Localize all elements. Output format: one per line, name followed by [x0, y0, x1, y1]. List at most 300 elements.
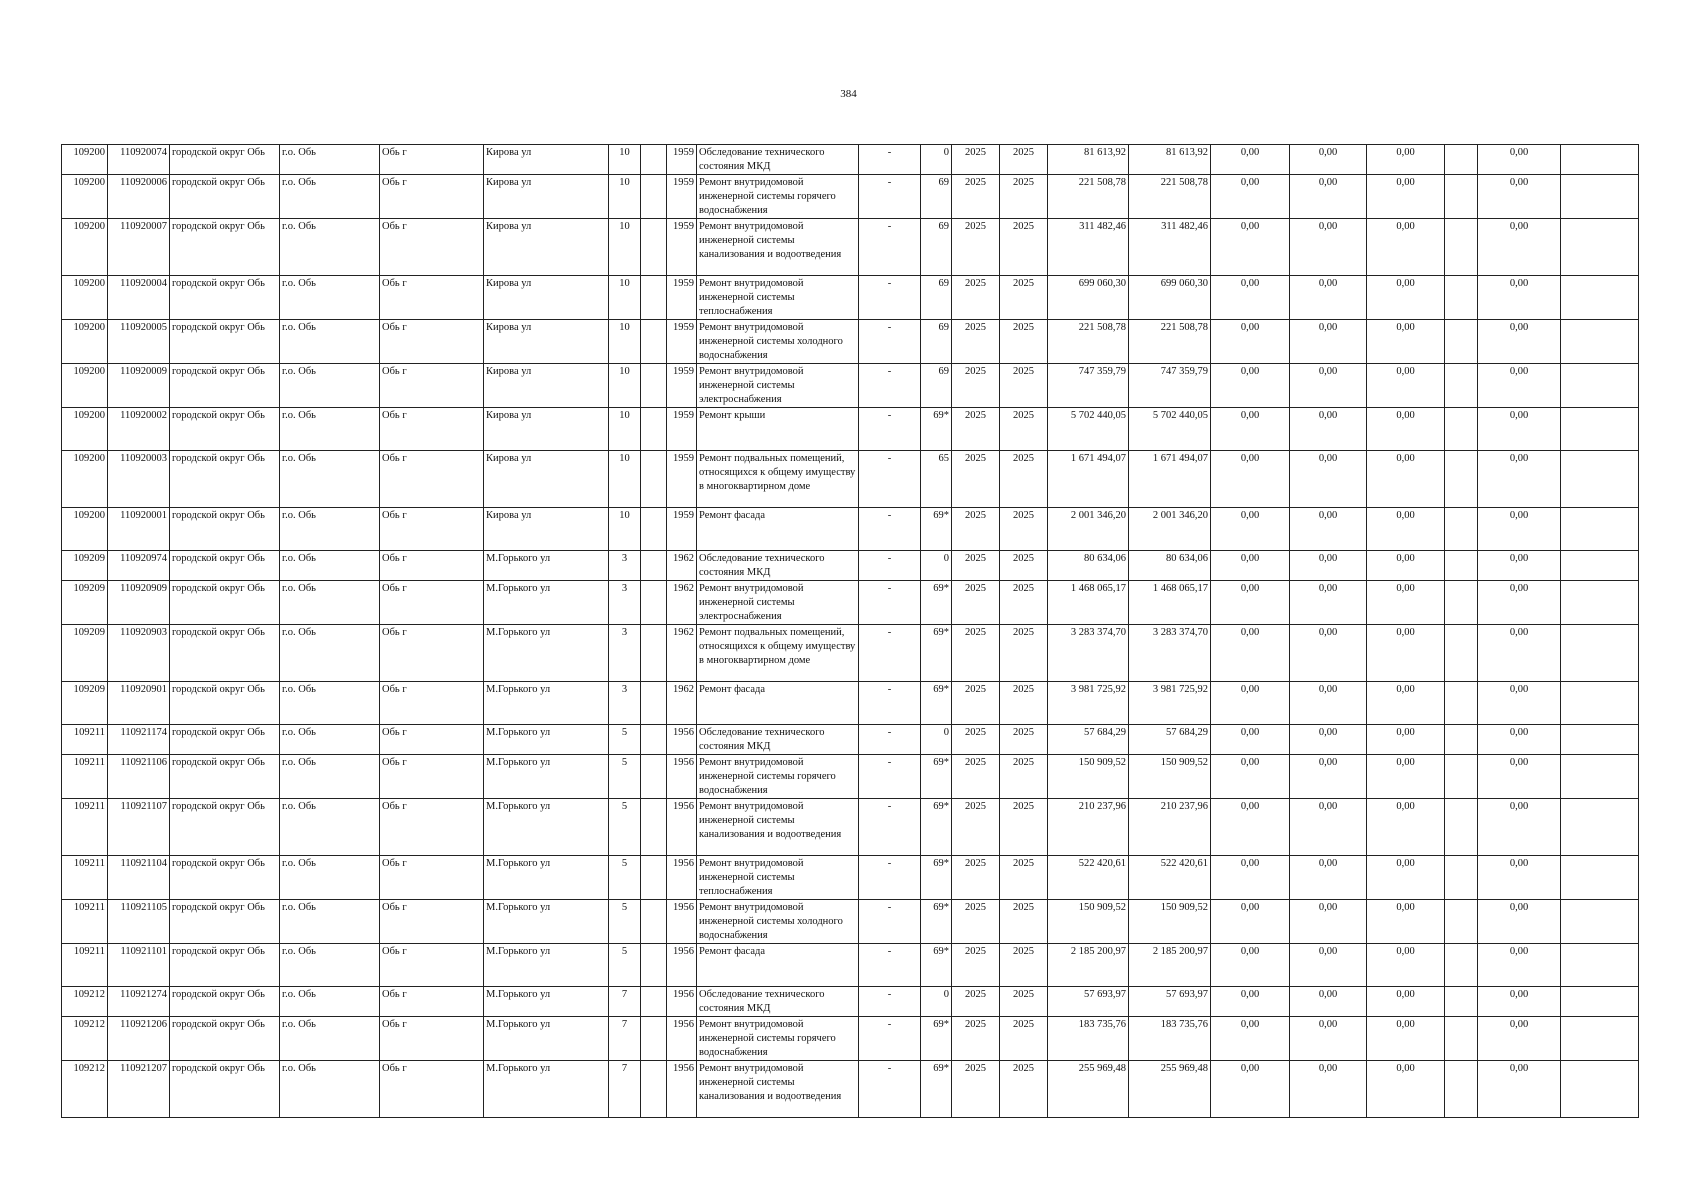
build-year-cell: 1959: [667, 508, 697, 551]
street-cell: М.Горького ул: [484, 581, 609, 625]
row-id-cell: 109200: [62, 451, 108, 508]
source-1-cell: 0,00: [1211, 320, 1290, 364]
dash-cell-cell: -: [859, 276, 921, 320]
settlement-cell: Обь г: [380, 276, 484, 320]
source-3-cell: 0,00: [1367, 276, 1445, 320]
house-number-cell: 7: [609, 1061, 641, 1118]
source-4-cell: [1445, 320, 1478, 364]
dash-cell-cell: -: [859, 987, 921, 1017]
municipality-cell: городской округ Обь: [170, 276, 280, 320]
source-5-cell: 0,00: [1478, 276, 1561, 320]
municipality-cell: городской округ Обь: [170, 364, 280, 408]
source-1-cell: 0,00: [1211, 755, 1290, 799]
district-cell: г.о. Обь: [280, 551, 380, 581]
work-type-cell: Ремонт внутридомовой инженерной системы горячего водоснабжения: [697, 755, 859, 799]
settlement-cell: Обь г: [380, 408, 484, 451]
source-2-cell: 0,00: [1290, 856, 1367, 900]
fund-cost-cell: 2 185 200,97: [1129, 944, 1211, 987]
plan-year-end-cell: 2025: [1000, 755, 1048, 799]
municipality-cell: городской округ Обь: [170, 508, 280, 551]
plan-year-start-cell: 2025: [952, 364, 1000, 408]
source-6-cell: [1561, 625, 1639, 682]
dash-cell-cell: -: [859, 408, 921, 451]
table-row: [62, 755, 1639, 799]
source-4-cell: [1445, 408, 1478, 451]
fund-cost-cell: 522 420,61: [1129, 856, 1211, 900]
source-3-cell: 0,00: [1367, 944, 1445, 987]
row-id-cell: 109212: [62, 1017, 108, 1061]
work-type-cell: Ремонт внутридомовой инженерной системы электроснабжения: [697, 364, 859, 408]
plan-year-start-cell: 2025: [952, 944, 1000, 987]
fund-cost-cell: 210 237,96: [1129, 799, 1211, 856]
settlement-cell: Обь г: [380, 900, 484, 944]
source-3-cell: 0,00: [1367, 408, 1445, 451]
source-5-cell: 0,00: [1478, 408, 1561, 451]
plan-year-start-cell: 2025: [952, 900, 1000, 944]
source-5-cell: 0,00: [1478, 900, 1561, 944]
work-code-cell: 110921105: [108, 900, 170, 944]
total-cost-cell: 522 420,61: [1048, 856, 1129, 900]
source-6-cell: [1561, 799, 1639, 856]
settlement-cell: Обь г: [380, 364, 484, 408]
fund-cost-cell: 1 671 494,07: [1129, 451, 1211, 508]
total-cost-cell: 2 185 200,97: [1048, 944, 1129, 987]
source-6-cell: [1561, 145, 1639, 175]
work-type-cell: Ремонт внутридомовой инженерной системы холодного водоснабжения: [697, 900, 859, 944]
house-number-cell: 5: [609, 799, 641, 856]
street-cell: М.Горького ул: [484, 755, 609, 799]
table-row: [62, 276, 1639, 320]
street-cell: М.Горького ул: [484, 725, 609, 755]
build-year-cell: 1959: [667, 145, 697, 175]
source-1-cell: 0,00: [1211, 625, 1290, 682]
source-6-cell: [1561, 944, 1639, 987]
plan-year-start-cell: 2025: [952, 219, 1000, 276]
municipality-cell: городской округ Обь: [170, 551, 280, 581]
house-letter-cell: [641, 364, 667, 408]
municipality-cell: городской округ Обь: [170, 1061, 280, 1118]
municipality-cell: городской округ Обь: [170, 1017, 280, 1061]
source-1-cell: 0,00: [1211, 145, 1290, 175]
build-year-cell: 1956: [667, 755, 697, 799]
row-id-cell: 109209: [62, 682, 108, 725]
source-1-cell: 0,00: [1211, 1061, 1290, 1118]
district-cell: г.о. Обь: [280, 219, 380, 276]
source-1-cell: 0,00: [1211, 900, 1290, 944]
source-4-cell: [1445, 856, 1478, 900]
settlement-cell: Обь г: [380, 175, 484, 219]
work-code-cell: 110920901: [108, 682, 170, 725]
work-code-cell: 110921104: [108, 856, 170, 900]
work-code-cell: 110920002: [108, 408, 170, 451]
municipality-cell: городской округ Обь: [170, 987, 280, 1017]
row-id-cell: 109211: [62, 856, 108, 900]
plan-year-start-cell: 2025: [952, 581, 1000, 625]
municipality-cell: городской округ Обь: [170, 175, 280, 219]
wear-percent-cell: 69*: [921, 755, 952, 799]
settlement-cell: Обь г: [380, 145, 484, 175]
source-2-cell: 0,00: [1290, 551, 1367, 581]
municipality-cell: городской округ Обь: [170, 900, 280, 944]
plan-year-end-cell: 2025: [1000, 1061, 1048, 1118]
municipality-cell: городской округ Обь: [170, 408, 280, 451]
source-2-cell: 0,00: [1290, 1017, 1367, 1061]
work-code-cell: 110920003: [108, 451, 170, 508]
total-cost-cell: 2 001 346,20: [1048, 508, 1129, 551]
wear-percent-cell: 69*: [921, 900, 952, 944]
total-cost-cell: 3 981 725,92: [1048, 682, 1129, 725]
source-6-cell: [1561, 276, 1639, 320]
plan-year-start-cell: 2025: [952, 145, 1000, 175]
work-type-cell: Обследование технического состояния МКД: [697, 725, 859, 755]
total-cost-cell: 150 909,52: [1048, 755, 1129, 799]
wear-percent-cell: 69*: [921, 856, 952, 900]
house-letter-cell: [641, 1017, 667, 1061]
build-year-cell: 1956: [667, 856, 697, 900]
dash-cell-cell: -: [859, 625, 921, 682]
work-type-cell: Ремонт внутридомовой инженерной системы теплоснабжения: [697, 276, 859, 320]
source-3-cell: 0,00: [1367, 900, 1445, 944]
street-cell: Кирова ул: [484, 508, 609, 551]
district-cell: г.о. Обь: [280, 175, 380, 219]
table-row: [62, 944, 1639, 987]
district-cell: г.о. Обь: [280, 625, 380, 682]
wear-percent-cell: 69*: [921, 581, 952, 625]
total-cost-cell: 1 671 494,07: [1048, 451, 1129, 508]
source-5-cell: 0,00: [1478, 1061, 1561, 1118]
fund-cost-cell: 183 735,76: [1129, 1017, 1211, 1061]
source-3-cell: 0,00: [1367, 856, 1445, 900]
table-row: [62, 1017, 1639, 1061]
district-cell: г.о. Обь: [280, 364, 380, 408]
source-6-cell: [1561, 755, 1639, 799]
plan-year-end-cell: 2025: [1000, 145, 1048, 175]
work-type-cell: Обследование технического состояния МКД: [697, 145, 859, 175]
plan-year-start-cell: 2025: [952, 1017, 1000, 1061]
source-6-cell: [1561, 1061, 1639, 1118]
street-cell: М.Горького ул: [484, 900, 609, 944]
fund-cost-cell: 57 684,29: [1129, 725, 1211, 755]
source-6-cell: [1561, 451, 1639, 508]
source-3-cell: 0,00: [1367, 219, 1445, 276]
street-cell: Кирова ул: [484, 451, 609, 508]
municipality-cell: городской округ Обь: [170, 145, 280, 175]
plan-year-end-cell: 2025: [1000, 725, 1048, 755]
house-number-cell: 10: [609, 320, 641, 364]
work-type-cell: Ремонт фасада: [697, 944, 859, 987]
house-number-cell: 5: [609, 856, 641, 900]
total-cost-cell: 3 283 374,70: [1048, 625, 1129, 682]
build-year-cell: 1959: [667, 451, 697, 508]
fund-cost-cell: 255 969,48: [1129, 1061, 1211, 1118]
plan-year-start-cell: 2025: [952, 725, 1000, 755]
source-2-cell: 0,00: [1290, 508, 1367, 551]
house-number-cell: 5: [609, 755, 641, 799]
total-cost-cell: 699 060,30: [1048, 276, 1129, 320]
municipality-cell: городской округ Обь: [170, 944, 280, 987]
work-code-cell: 110921174: [108, 725, 170, 755]
build-year-cell: 1956: [667, 987, 697, 1017]
fund-cost-cell: 57 693,97: [1129, 987, 1211, 1017]
plan-year-end-cell: 2025: [1000, 364, 1048, 408]
source-3-cell: 0,00: [1367, 1061, 1445, 1118]
plan-year-end-cell: 2025: [1000, 900, 1048, 944]
fund-cost-cell: 150 909,52: [1129, 900, 1211, 944]
source-3-cell: 0,00: [1367, 1017, 1445, 1061]
row-id-cell: 109211: [62, 944, 108, 987]
table-row: [62, 364, 1639, 408]
plan-year-start-cell: 2025: [952, 856, 1000, 900]
source-2-cell: 0,00: [1290, 944, 1367, 987]
source-4-cell: [1445, 682, 1478, 725]
source-1-cell: 0,00: [1211, 364, 1290, 408]
source-2-cell: 0,00: [1290, 219, 1367, 276]
work-type-cell: Ремонт внутридомовой инженерной системы теплоснабжения: [697, 856, 859, 900]
source-3-cell: 0,00: [1367, 320, 1445, 364]
table-row: [62, 625, 1639, 682]
source-1-cell: 0,00: [1211, 408, 1290, 451]
plan-year-start-cell: 2025: [952, 799, 1000, 856]
settlement-cell: Обь г: [380, 1061, 484, 1118]
district-cell: г.о. Обь: [280, 900, 380, 944]
settlement-cell: Обь г: [380, 551, 484, 581]
total-cost-cell: 5 702 440,05: [1048, 408, 1129, 451]
plan-year-end-cell: 2025: [1000, 682, 1048, 725]
source-6-cell: [1561, 219, 1639, 276]
source-4-cell: [1445, 581, 1478, 625]
total-cost-cell: 80 634,06: [1048, 551, 1129, 581]
house-number-cell: 10: [609, 508, 641, 551]
table-row: [62, 1061, 1639, 1118]
house-letter-cell: [641, 755, 667, 799]
dash-cell-cell: -: [859, 1017, 921, 1061]
source-5-cell: 0,00: [1478, 364, 1561, 408]
dash-cell-cell: -: [859, 175, 921, 219]
row-id-cell: 109209: [62, 625, 108, 682]
table-row: [62, 725, 1639, 755]
dash-cell-cell: -: [859, 219, 921, 276]
dash-cell-cell: -: [859, 145, 921, 175]
total-cost-cell: 747 359,79: [1048, 364, 1129, 408]
fund-cost-cell: 1 468 065,17: [1129, 581, 1211, 625]
row-id-cell: 109200: [62, 320, 108, 364]
wear-percent-cell: 69: [921, 175, 952, 219]
house-letter-cell: [641, 900, 667, 944]
settlement-cell: Обь г: [380, 219, 484, 276]
house-number-cell: 5: [609, 944, 641, 987]
source-5-cell: 0,00: [1478, 625, 1561, 682]
row-id-cell: 109200: [62, 364, 108, 408]
street-cell: М.Горького ул: [484, 799, 609, 856]
house-letter-cell: [641, 625, 667, 682]
source-6-cell: [1561, 987, 1639, 1017]
source-2-cell: 0,00: [1290, 799, 1367, 856]
source-1-cell: 0,00: [1211, 175, 1290, 219]
house-number-cell: 10: [609, 175, 641, 219]
source-5-cell: 0,00: [1478, 508, 1561, 551]
wear-percent-cell: 69*: [921, 625, 952, 682]
source-4-cell: [1445, 944, 1478, 987]
plan-year-end-cell: 2025: [1000, 1017, 1048, 1061]
municipality-cell: городской округ Обь: [170, 451, 280, 508]
house-letter-cell: [641, 276, 667, 320]
district-cell: г.о. Обь: [280, 276, 380, 320]
work-code-cell: 110920909: [108, 581, 170, 625]
source-1-cell: 0,00: [1211, 1017, 1290, 1061]
build-year-cell: 1956: [667, 944, 697, 987]
source-4-cell: [1445, 725, 1478, 755]
municipality-cell: городской округ Обь: [170, 625, 280, 682]
plan-year-end-cell: 2025: [1000, 320, 1048, 364]
plan-year-start-cell: 2025: [952, 987, 1000, 1017]
work-code-cell: 110920005: [108, 320, 170, 364]
wear-percent-cell: 0: [921, 145, 952, 175]
total-cost-cell: 221 508,78: [1048, 320, 1129, 364]
work-code-cell: 110921274: [108, 987, 170, 1017]
build-year-cell: 1956: [667, 799, 697, 856]
dash-cell-cell: -: [859, 856, 921, 900]
settlement-cell: Обь г: [380, 451, 484, 508]
settlement-cell: Обь г: [380, 625, 484, 682]
street-cell: Кирова ул: [484, 175, 609, 219]
build-year-cell: 1959: [667, 408, 697, 451]
source-2-cell: 0,00: [1290, 987, 1367, 1017]
source-5-cell: 0,00: [1478, 551, 1561, 581]
total-cost-cell: 150 909,52: [1048, 900, 1129, 944]
source-5-cell: 0,00: [1478, 682, 1561, 725]
total-cost-cell: 311 482,46: [1048, 219, 1129, 276]
source-2-cell: 0,00: [1290, 408, 1367, 451]
settlement-cell: Обь г: [380, 944, 484, 987]
source-5-cell: 0,00: [1478, 799, 1561, 856]
settlement-cell: Обь г: [380, 755, 484, 799]
settlement-cell: Обь г: [380, 856, 484, 900]
house-number-cell: 3: [609, 581, 641, 625]
row-id-cell: 109212: [62, 987, 108, 1017]
plan-year-start-cell: 2025: [952, 320, 1000, 364]
dash-cell-cell: -: [859, 551, 921, 581]
table-row: [62, 856, 1639, 900]
source-2-cell: 0,00: [1290, 175, 1367, 219]
source-2-cell: 0,00: [1290, 625, 1367, 682]
dash-cell-cell: -: [859, 799, 921, 856]
wear-percent-cell: 0: [921, 725, 952, 755]
work-type-cell: Обследование технического состояния МКД: [697, 987, 859, 1017]
row-id-cell: 109212: [62, 1061, 108, 1118]
house-number-cell: 3: [609, 682, 641, 725]
source-4-cell: [1445, 175, 1478, 219]
source-2-cell: 0,00: [1290, 364, 1367, 408]
source-2-cell: 0,00: [1290, 682, 1367, 725]
fund-cost-cell: 747 359,79: [1129, 364, 1211, 408]
row-id-cell: 109209: [62, 581, 108, 625]
plan-year-start-cell: 2025: [952, 1061, 1000, 1118]
wear-percent-cell: 0: [921, 987, 952, 1017]
row-id-cell: 109200: [62, 508, 108, 551]
source-4-cell: [1445, 1017, 1478, 1061]
street-cell: Кирова ул: [484, 364, 609, 408]
wear-percent-cell: 69*: [921, 408, 952, 451]
source-1-cell: 0,00: [1211, 944, 1290, 987]
build-year-cell: 1962: [667, 625, 697, 682]
source-4-cell: [1445, 145, 1478, 175]
row-id-cell: 109211: [62, 755, 108, 799]
build-year-cell: 1956: [667, 725, 697, 755]
plan-year-start-cell: 2025: [952, 625, 1000, 682]
table-body: [62, 145, 1639, 1118]
wear-percent-cell: 69*: [921, 1017, 952, 1061]
source-5-cell: 0,00: [1478, 725, 1561, 755]
work-code-cell: 110920009: [108, 364, 170, 408]
source-2-cell: 0,00: [1290, 581, 1367, 625]
settlement-cell: Обь г: [380, 987, 484, 1017]
dash-cell-cell: -: [859, 508, 921, 551]
source-3-cell: 0,00: [1367, 175, 1445, 219]
settlement-cell: Обь г: [380, 581, 484, 625]
source-5-cell: 0,00: [1478, 856, 1561, 900]
house-letter-cell: [641, 799, 667, 856]
municipality-cell: городской округ Обь: [170, 320, 280, 364]
plan-year-start-cell: 2025: [952, 276, 1000, 320]
wear-percent-cell: 69: [921, 364, 952, 408]
work-type-cell: Ремонт подвальных помещений, относящихся к общему имуществу в многоквартирном доме: [697, 625, 859, 682]
source-2-cell: 0,00: [1290, 725, 1367, 755]
source-6-cell: [1561, 364, 1639, 408]
total-cost-cell: 1 468 065,17: [1048, 581, 1129, 625]
district-cell: г.о. Обь: [280, 320, 380, 364]
dash-cell-cell: -: [859, 451, 921, 508]
house-letter-cell: [641, 944, 667, 987]
fund-cost-cell: 221 508,78: [1129, 175, 1211, 219]
street-cell: М.Горького ул: [484, 1061, 609, 1118]
total-cost-cell: 221 508,78: [1048, 175, 1129, 219]
source-4-cell: [1445, 451, 1478, 508]
capital-repair-table: [61, 144, 1639, 1118]
fund-cost-cell: 5 702 440,05: [1129, 408, 1211, 451]
plan-year-start-cell: 2025: [952, 551, 1000, 581]
build-year-cell: 1962: [667, 551, 697, 581]
source-1-cell: 0,00: [1211, 219, 1290, 276]
source-3-cell: 0,00: [1367, 145, 1445, 175]
municipality-cell: городской округ Обь: [170, 219, 280, 276]
plan-year-end-cell: 2025: [1000, 581, 1048, 625]
fund-cost-cell: 3 981 725,92: [1129, 682, 1211, 725]
source-1-cell: 0,00: [1211, 725, 1290, 755]
street-cell: Кирова ул: [484, 408, 609, 451]
total-cost-cell: 81 613,92: [1048, 145, 1129, 175]
district-cell: г.о. Обь: [280, 799, 380, 856]
work-type-cell: Ремонт крыши: [697, 408, 859, 451]
plan-year-end-cell: 2025: [1000, 551, 1048, 581]
source-5-cell: 0,00: [1478, 944, 1561, 987]
source-2-cell: 0,00: [1290, 755, 1367, 799]
house-letter-cell: [641, 581, 667, 625]
dash-cell-cell: -: [859, 900, 921, 944]
source-3-cell: 0,00: [1367, 755, 1445, 799]
street-cell: Кирова ул: [484, 145, 609, 175]
work-type-cell: Ремонт внутридомовой инженерной системы канализования и водоотведения: [697, 219, 859, 276]
wear-percent-cell: 69: [921, 219, 952, 276]
settlement-cell: Обь г: [380, 725, 484, 755]
house-number-cell: 3: [609, 625, 641, 682]
plan-year-end-cell: 2025: [1000, 856, 1048, 900]
table-row: [62, 551, 1639, 581]
district-cell: г.о. Обь: [280, 408, 380, 451]
street-cell: М.Горького ул: [484, 987, 609, 1017]
build-year-cell: 1959: [667, 364, 697, 408]
work-type-cell: Ремонт фасада: [697, 508, 859, 551]
dash-cell-cell: -: [859, 1061, 921, 1118]
